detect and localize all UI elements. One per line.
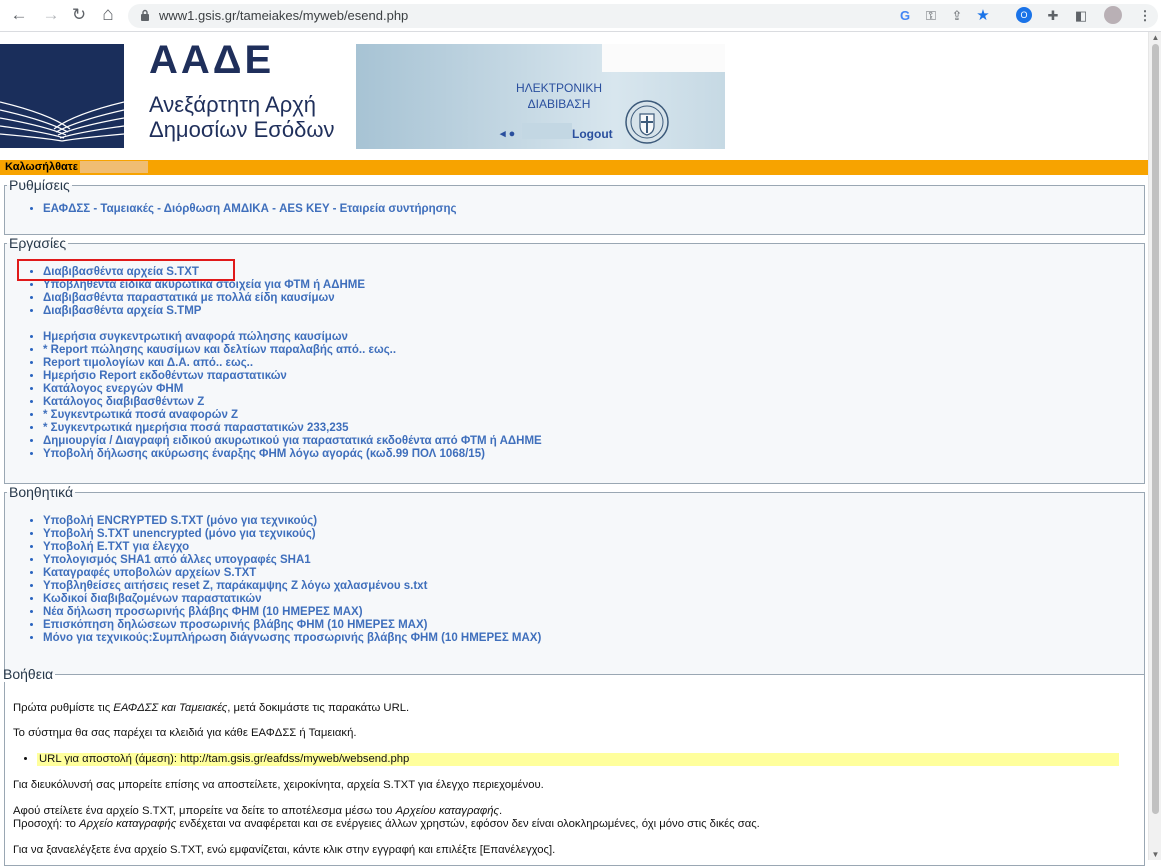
task-link[interactable]: Διαβιβασθέντα παραστατικά με πολλά είδη καυσίμων bbox=[43, 292, 335, 304]
list-item bbox=[43, 619, 1138, 632]
help-paragraph: Για να ξαναελέγξετε ένα αρχείο S.TXT, ενώ εμφανίζεται, κάντε κλικ στην εγγραφή και επιλέξτε [Επανέλεγχος]. bbox=[13, 844, 556, 856]
help-text: ενδέχεται να αναφέρεται και σε ενέργειες άλλων χρηστών, εφόσον δεν είναι ολοκληρωμένες, όχι μόνο στις δικές σας. bbox=[176, 818, 760, 830]
list-item bbox=[43, 344, 1138, 357]
help-section bbox=[4, 666, 1145, 866]
tasks-legend: Εργασίες bbox=[9, 235, 67, 251]
forward-icon[interactable]: → bbox=[42, 5, 60, 24]
extension-icon[interactable]: O bbox=[1016, 7, 1032, 23]
star-icon[interactable]: ★ bbox=[976, 7, 990, 24]
vertical-scrollbar[interactable] bbox=[1148, 32, 1161, 860]
help-text: , μετά δοκιμάστε τις παρακάτω URL. bbox=[227, 702, 410, 714]
header bbox=[0, 38, 725, 174]
banner-line: ΔΙΑΒΙΒΑΣΗ bbox=[527, 97, 591, 111]
task-link[interactable]: Κατάλογος διαβιβασθέντων Ζ bbox=[43, 396, 205, 408]
list-item bbox=[43, 279, 1138, 292]
settings-list bbox=[19, 203, 1138, 216]
list-item bbox=[43, 435, 1138, 448]
aade-subtitle bbox=[149, 92, 335, 142]
tool-link[interactable]: Υποβολή ENCRYPTED S.TXT (μόνο για τεχνικούς) bbox=[43, 515, 318, 527]
browser-toolbar bbox=[0, 0, 1161, 32]
list-gap bbox=[43, 318, 1138, 331]
tool-link[interactable]: Επισκόπηση δηλώσεων προσωρινής βλάβης ΦΗΜ (10 ΗΜΕΡΕΣ ΜΑΧ) bbox=[43, 619, 428, 631]
user-name-redacted bbox=[80, 161, 148, 173]
share-icon[interactable]: ⇪ bbox=[951, 8, 963, 23]
logout-link[interactable]: Logout bbox=[572, 127, 613, 141]
task-link[interactable]: Report τιμολογίων και Δ.Α. από.. εως.. bbox=[43, 357, 254, 369]
help-emphasis: Αρχείο καταγραφής bbox=[79, 818, 177, 830]
tools-legend: Βοηθητικά bbox=[9, 484, 74, 500]
task-link[interactable]: * Report πώλησης καυσίμων και δελτίων παραλαβής από.. εως.. bbox=[43, 344, 397, 356]
google-icon[interactable]: G bbox=[899, 8, 911, 23]
list-item bbox=[43, 567, 1138, 580]
scroll-thumb[interactable] bbox=[1152, 44, 1159, 814]
sidepanel-icon[interactable]: ◧ bbox=[1074, 8, 1088, 23]
tool-link[interactable]: Κωδικοί διαβιβαζομένων παραστατικών bbox=[43, 593, 262, 605]
home-icon[interactable]: ⌂ bbox=[102, 4, 114, 25]
help-emphasis: ΕΑΦΔΣΣ και Ταμειακές bbox=[113, 702, 228, 714]
list-item bbox=[43, 580, 1138, 593]
list-item bbox=[43, 203, 1138, 216]
settings-legend: Ρυθμίσεις bbox=[9, 177, 70, 193]
lock-icon bbox=[140, 9, 150, 22]
tool-link[interactable]: Καταγραφές υποβολών αρχείων S.TXT bbox=[43, 567, 257, 579]
tasks-list bbox=[19, 266, 1138, 461]
help-url-list bbox=[13, 753, 1138, 766]
greek-seal-icon bbox=[623, 98, 671, 146]
task-link[interactable]: Δημιουργία / Διαγραφή ειδικού ακυρωτικού για παραστατικά εκδοθέντα από ΦΤΜ ή ΑΔΗΜΕ bbox=[43, 435, 542, 447]
task-link[interactable]: Υποβολή δήλωσης ακύρωσης έναρξης ΦΗΜ λόγω αγοράς (κωδ.99 ΠΟΛ 1068/15) bbox=[43, 448, 485, 460]
username-redacted bbox=[522, 123, 572, 139]
help-paragraph bbox=[13, 818, 1138, 831]
task-link[interactable]: * Συγκεντρωτικά ποσά αναφορών Ζ bbox=[43, 409, 239, 421]
list-item bbox=[43, 422, 1138, 435]
list-item bbox=[43, 357, 1138, 370]
list-item bbox=[43, 331, 1138, 344]
help-emphasis: Αρχείου καταγραφής bbox=[395, 805, 499, 817]
task-link[interactable]: Ημερήσια συγκεντρωτική αναφορά πώλησης καυσίμων bbox=[43, 331, 348, 343]
reload-icon[interactable]: ↻ bbox=[71, 5, 87, 24]
help-paragraph: Για διευκόλυνσή σας μπορείτε επίσης να αποστείλετε, χειροκίνητα, αρχεία S.TXT για έλεγχο περιεχομένου. bbox=[13, 779, 544, 791]
list-item bbox=[43, 593, 1138, 606]
list-item bbox=[43, 266, 1138, 279]
url-text[interactable]: www1.gsis.gr/tameiakes/myweb/esend.php bbox=[159, 8, 409, 23]
aade-emblem-icon bbox=[0, 44, 124, 148]
page bbox=[0, 32, 1148, 860]
help-paragraph bbox=[13, 702, 1138, 715]
task-link[interactable]: Ημερήσιο Report εκδοθέντων παραστατικών bbox=[43, 370, 287, 382]
key-icon[interactable]: ⚿ bbox=[926, 8, 936, 23]
list-item bbox=[43, 396, 1138, 409]
puzzle-icon[interactable]: ✚ bbox=[1047, 8, 1059, 23]
task-link[interactable]: Κατάλογος ενεργών ΦΗΜ bbox=[43, 383, 184, 395]
subtitle-line: Ανεξάρτητη Αρχή bbox=[149, 92, 316, 117]
address-bar[interactable] bbox=[128, 4, 1158, 28]
task-link[interactable]: Διαβιβασθέντα αρχεία S.TMP bbox=[43, 305, 202, 317]
websend-url: • URL για αποστολή (άμεση): http://tam.gsis.gr/eafdss/myweb/websend.php bbox=[37, 753, 1119, 766]
banner-blank bbox=[602, 44, 725, 72]
list-item bbox=[43, 292, 1138, 305]
tools-section bbox=[4, 484, 1145, 694]
task-link[interactable]: * Συγκεντρωτικά ημερήσια ποσά παραστατικών 233,235 bbox=[43, 422, 349, 434]
tool-link[interactable]: Υποβληθείσες αιτήσεις reset Z, παράκαμψης Z λόγω χαλασμένου s.txt bbox=[43, 580, 428, 592]
help-paragraph: Το σύστημα θα σας παρέχει τα κλειδιά για κάθε ΕΑΦΔΣΣ ή Ταμειακή. bbox=[13, 727, 357, 739]
banner-title bbox=[504, 80, 614, 112]
scroll-up-icon[interactable]: ▲ bbox=[1151, 33, 1160, 42]
task-link[interactable]: Υποβληθέντα ειδικά ακυρωτικά στοιχεία για ΦΤΜ ή ΑΔΗΜΕ bbox=[43, 279, 366, 291]
help-body bbox=[13, 702, 1138, 857]
list-item bbox=[43, 528, 1138, 541]
list-item bbox=[43, 383, 1138, 396]
settings-link[interactable]: ΕΑΦΔΣΣ - Ταμειακές - Διόρθωση ΑΜΔΙΚΑ - AES KEY - Εταιρεία συντήρησης bbox=[43, 203, 457, 215]
tool-link[interactable]: Υποβολή S.TXT unencrypted (μόνο για τεχνικούς) bbox=[43, 528, 316, 540]
back-icon[interactable]: ← bbox=[10, 5, 28, 24]
tools-list bbox=[19, 515, 1138, 645]
subtitle-line: Δημοσίων Εσόδων bbox=[149, 117, 335, 142]
welcome-text: Καλωσήλθατε bbox=[5, 161, 78, 173]
help-paragraph bbox=[13, 805, 1138, 818]
help-text: Αφού στείλετε ένα αρχείο S.TXT, μπορείτε να δείτε το αποτέλεσμα μέσω του bbox=[13, 805, 396, 817]
profile-icon[interactable] bbox=[1104, 6, 1122, 24]
list-item bbox=[43, 606, 1138, 619]
list-item bbox=[43, 541, 1138, 554]
help-text: . bbox=[499, 805, 503, 817]
tool-link[interactable]: Υποβολή E.TXT για έλεγχο bbox=[43, 541, 190, 553]
tool-link[interactable]: Νέα δήλωση προσωρινής βλάβης ΦΗΜ (10 ΗΜΕΡΕΣ ΜΑΧ) bbox=[43, 606, 363, 618]
list-item bbox=[43, 448, 1138, 461]
list-item bbox=[43, 515, 1138, 528]
aade-logo-text: ΑΑΔΕ bbox=[149, 38, 275, 82]
tool-link[interactable]: Μόνο για τεχνικούς:Συμπλήρωση διάγνωσης προσωρινής βλάβης ΦΗΜ (10 ΗΜΕΡΕΣ ΜΑΧ) bbox=[43, 632, 542, 644]
list-item bbox=[43, 632, 1138, 645]
help-text: Πρώτα ρυθμίστε τις bbox=[13, 702, 114, 714]
banner bbox=[356, 44, 725, 149]
menu-icon[interactable]: ⋮ bbox=[1138, 8, 1152, 23]
list-item bbox=[43, 409, 1138, 422]
list-item bbox=[43, 554, 1138, 567]
tasks-section bbox=[4, 235, 1145, 484]
help-legend: Βοήθεια bbox=[3, 666, 54, 682]
user-icon[interactable]: ◂ ● bbox=[500, 128, 516, 140]
banner-line: ΗΛΕΚΤΡΟΝΙΚΗ bbox=[515, 81, 603, 95]
settings-section bbox=[4, 177, 1145, 235]
welcome-bar bbox=[0, 160, 1148, 175]
scroll-down-icon[interactable]: ▼ bbox=[1151, 850, 1160, 859]
list-item bbox=[43, 305, 1138, 318]
task-link[interactable]: Διαβιβασθέντα αρχεία S.TXT bbox=[43, 266, 199, 278]
tool-link[interactable]: Υπολογισμός SHA1 από άλλες υπογραφές SHA1 bbox=[43, 554, 311, 566]
list-item bbox=[43, 370, 1138, 383]
help-text: Προσοχή: το bbox=[13, 818, 80, 830]
